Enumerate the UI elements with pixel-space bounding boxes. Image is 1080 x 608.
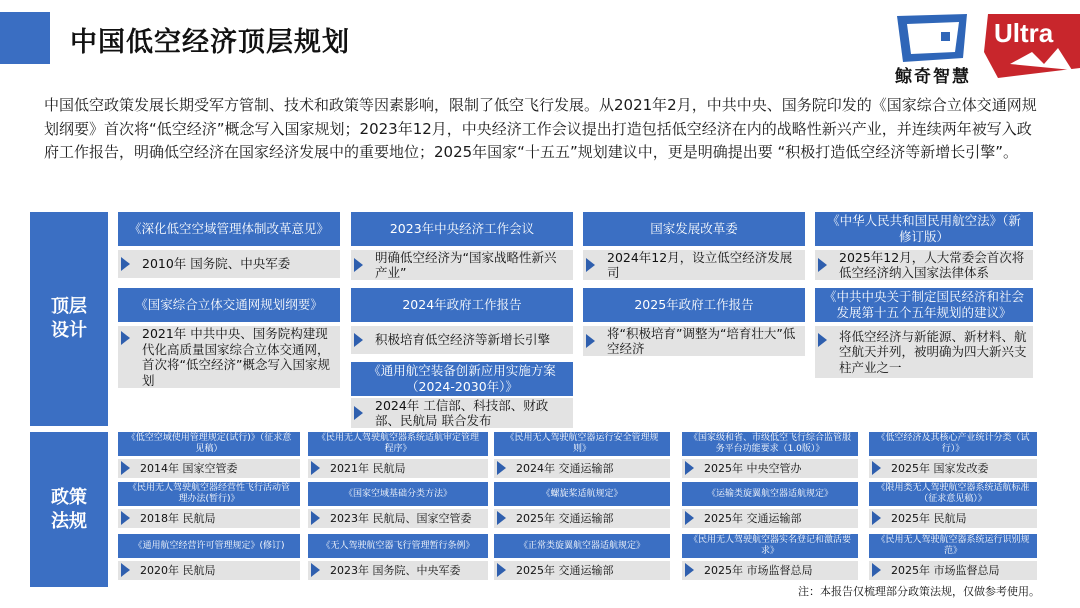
arrow-icon xyxy=(121,511,130,525)
arrow-icon xyxy=(818,258,827,272)
top-design-item-title: 国家发展改革委 xyxy=(583,212,805,246)
arrow-icon xyxy=(121,563,130,577)
top-design-item-desc: 2024年12月，设立低空经济发展司 xyxy=(583,250,805,280)
top-design-item-desc: 2021年 中共中央、国务院构建现代化高质量国家综合立体交通网，首次将“低空经济”概念写入国家规划 xyxy=(118,326,340,388)
policy-item-title: 《无人驾驶航空器飞行管理暂行条例》 xyxy=(308,534,488,558)
footnote: 注：本报告仅梳理部分政策法规，仅做参考使用。 xyxy=(798,585,1040,598)
policy-item-title: 《限用类无人驾驶航空器系统适航标准（征求意见稿）》 xyxy=(869,482,1037,506)
policy-item-title: 《运输类旋翼航空器适航规定》 xyxy=(682,482,858,506)
top-design-item-title: 2024年政府工作报告 xyxy=(351,288,573,322)
top-design-item-desc: 2025年12月，人大常委会首次将低空经济纳入国家法律体系 xyxy=(815,250,1033,280)
policy-item-title: 《螺旋桨适航规定》 xyxy=(494,482,670,506)
arrow-icon xyxy=(586,334,595,348)
section-label-policy: 政策 法规 xyxy=(30,432,108,587)
top-design-item-title: 2025年政府工作报告 xyxy=(583,288,805,322)
policy-item-desc: 2025年 交通运输部 xyxy=(494,561,670,580)
policy-item-title: 《低空经济及其核心产业统计分类（试行）》 xyxy=(869,432,1037,456)
arrow-icon xyxy=(121,461,130,475)
arrow-icon xyxy=(497,511,506,525)
policy-item-desc: 2024年 交通运输部 xyxy=(494,459,670,478)
top-design-item-title: 《深化低空空域管理体制改革意见》 xyxy=(118,212,340,246)
ultra-logo-icon xyxy=(980,12,1080,82)
policy-item-desc: 2021年 民航局 xyxy=(308,459,488,478)
arrow-icon xyxy=(354,406,363,420)
policy-item-title: 《民用无人驾驶航空器经营性飞行活动管理办法(暂行)》 xyxy=(118,482,300,506)
policy-item-title: 《国家级和省、市级低空飞行综合监管服务平台功能要求（1.0版）》 xyxy=(682,432,858,456)
policy-item-desc: 2023年 民航局、国家空管委 xyxy=(308,509,488,528)
policy-item-desc: 2025年 市场监督总局 xyxy=(682,561,858,580)
arrow-icon xyxy=(872,511,881,525)
top-design-item-title: 《中华人民共和国民用航空法》（新修订版） xyxy=(815,212,1033,246)
top-design-item-title: 《国家综合立体交通网规划纲要》 xyxy=(118,288,340,322)
arrow-icon xyxy=(872,563,881,577)
policy-item-desc: 2018年 民航局 xyxy=(118,509,300,528)
policy-item-desc: 2020年 民航局 xyxy=(118,561,300,580)
arrow-icon xyxy=(497,461,506,475)
top-design-item-desc: 2010年 国务院、中央军委 xyxy=(118,250,340,278)
policy-item-title: 《低空空域使用管理规定(试行)》（征求意见稿） xyxy=(118,432,300,456)
arrow-icon xyxy=(818,333,827,347)
arrow-icon xyxy=(311,461,320,475)
title-accent-bar xyxy=(0,12,50,64)
arrow-icon xyxy=(685,461,694,475)
logo-text: 鲸奇智慧 xyxy=(895,67,971,87)
policy-item-title: 《正常类旋翼航空器适航规定》 xyxy=(494,534,670,558)
policy-item-desc: 2025年 交通运输部 xyxy=(494,509,670,528)
arrow-icon xyxy=(121,331,130,345)
policy-item-title: 《民用无人驾驶航空器实名登记和激活要求》 xyxy=(682,534,858,558)
arrow-icon xyxy=(354,333,363,347)
top-design-item-title: 2023年中央经济工作会议 xyxy=(351,212,573,246)
policy-item-desc: 2023年 国务院、中央军委 xyxy=(308,561,488,580)
arrow-icon xyxy=(685,563,694,577)
ultra-logo-text: Ultra xyxy=(994,18,1054,48)
policy-item-desc: 2025年 国家发改委 xyxy=(869,459,1037,478)
arrow-icon xyxy=(586,258,595,272)
arrow-icon xyxy=(311,563,320,577)
top-design-item-title: 《通用航空装备创新应用实施方案（2024-2030年）》 xyxy=(351,362,573,396)
policy-item-title: 《民用无人驾驶航空器系统运行识别规范》 xyxy=(869,534,1037,558)
arrow-icon xyxy=(311,511,320,525)
policy-item-title: 《民用无人驾驶航空器运行安全管理规则》 xyxy=(494,432,670,456)
policy-item-desc: 2025年 民航局 xyxy=(869,509,1037,528)
top-design-item-desc: 将“积极培育”调整为“培育壮大”低空经济 xyxy=(583,326,805,356)
policy-item-desc: 2025年 交通运输部 xyxy=(682,509,858,528)
top-design-item-desc: 积极培育低空经济等新增长引擎 xyxy=(351,326,573,354)
policy-item-title: 《民用无人驾驶航空器系统适航审定管理程序》 xyxy=(308,432,488,456)
policy-item-desc: 2014年 国家空管委 xyxy=(118,459,300,478)
top-design-item-title: 《中共中央关于制定国民经济和社会发展第十五个五年规划的建议》 xyxy=(815,288,1033,322)
arrow-icon xyxy=(685,511,694,525)
top-design-item-desc: 明确低空经济为“国家战略性新兴产业” xyxy=(351,250,573,280)
policy-item-desc: 2025年 中央空管办 xyxy=(682,459,858,478)
page-title: 中国低空经济顶层规划 xyxy=(70,27,350,58)
policy-item-desc: 2025年 市场监督总局 xyxy=(869,561,1037,580)
section-label-top-design: 顶层 设计 xyxy=(30,212,108,426)
intro-paragraph: 中国低空政策发展长期受军方管制、技术和政策等因素影响，限制了低空飞行发展。从2021年2月，中共中央、国务院印发的《国家综合立体交通网规划纲要》首次将“低空经济”概念写入国家规划；2023年12月，中央经济工作会议提出打造包括低空经济在内的战略性新兴产业，并连续两年被写入政府工作报告，明确低空经济在国家经济发展中的重要地位；2025年国家“十五五”规划建议中，更是明确提出要 “积极打造低空经济等新增长引擎”。 xyxy=(44,96,1037,161)
arrow-icon xyxy=(121,257,130,271)
policy-item-title: 《国家空域基础分类方法》 xyxy=(308,482,488,506)
policy-item-title: 《通用航空经营许可管理规定》(修订) xyxy=(118,534,300,558)
top-design-item-desc: 2024年 工信部、科技部、财政部、民航局 联合发布 xyxy=(351,398,573,428)
arrow-icon xyxy=(497,563,506,577)
top-design-item-desc: 将低空经济与新能源、新材料、航空航天并列，被明确为四大新兴支柱产业之一 xyxy=(815,326,1033,378)
arrow-icon xyxy=(872,461,881,475)
arrow-icon xyxy=(354,258,363,272)
